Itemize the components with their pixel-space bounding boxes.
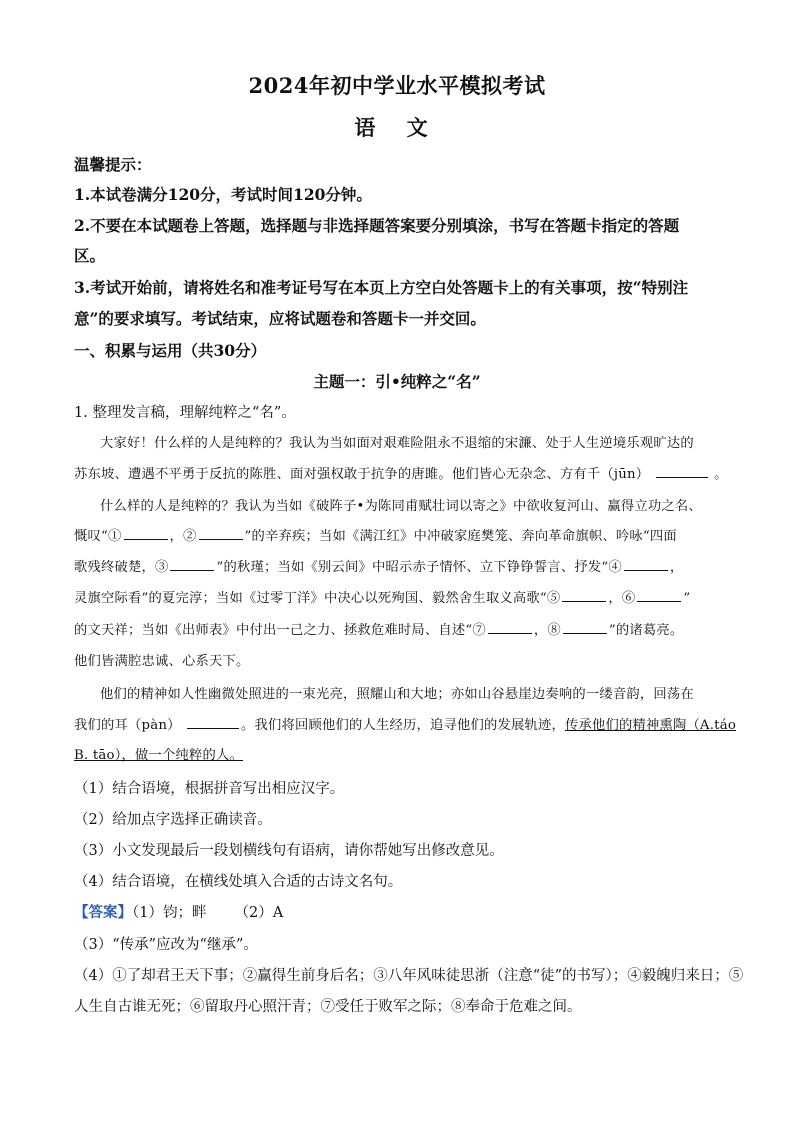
passage-text: 灵旗空际看”的夏完淳；当如《过零丁洋》中决心以死殉国、毅然舍生取义高歌“⑤ [74, 591, 561, 606]
question-stem: 1. 整理发言稿，理解纯粹之“名”。 [74, 405, 296, 421]
sub-question-1: （1）结合语境，根据拼音写出相应汉字。 [74, 781, 345, 797]
answer-blank-2 [199, 527, 243, 540]
exam-title: 2024年初中学业水平模拟考试 [248, 73, 546, 98]
answer-blank [656, 465, 708, 478]
answer-blank-3 [170, 558, 214, 571]
subject-title: 语 文 [354, 115, 440, 140]
underlined-sentence: B. tāo），做一个纯粹的人。 [74, 748, 244, 763]
passage-text: 歌残终破楚，③ [74, 560, 169, 575]
passage-text: 。我们将回顾他们的人生经历，追寻他们的发展轨迹， [241, 718, 565, 733]
passage-p3-line-3 [74, 744, 724, 763]
notice-heading: 温馨提示： [74, 155, 152, 174]
answer-blank-1 [124, 527, 168, 540]
passage-p2-line-4 [74, 587, 724, 606]
theme-heading: 主题一：引•纯粹之“名” [313, 372, 481, 391]
passage-p2-line-6: 他们皆满腔忠诚、心系天下。 [74, 654, 250, 669]
notice-item-3-line-2: 意”的要求填写。考试结束，应将试题卷和答题卡一并交回。 [74, 309, 486, 328]
answer-4-line-2: 人生自古谁无死；⑥留取丹心照汗青；⑦受任于败军之际；⑧奉命于危难之间。 [74, 999, 582, 1015]
passage-p2-line-2 [74, 525, 724, 544]
passage-text: ” [683, 591, 691, 606]
passage-text: ，⑥ [608, 591, 636, 606]
answer-blank-7 [488, 621, 532, 634]
passage-text: 我们的耳（pàn） [74, 718, 181, 733]
answer-4-line-1: （4）①了却君王天下事；②赢得生前身后名；③八年风味徒思浙（注意“徒”的书写）；④毅魄归来日；⑤ [74, 968, 744, 984]
passage-text: 慨叹“① [74, 529, 122, 544]
passage-text: 苏东坡、遭遇不平勇于反抗的陈胜、面对强权敢于抗争的唐雎。他们皆心无杂念、方有千（jūn） [74, 467, 650, 482]
notice-item-2-line-1: 2.不要在本试题卷上答题，选择题与非选择题答案要分别填涂，书写在答题卡指定的答题 [74, 216, 680, 235]
passage-text: 。 [714, 467, 728, 482]
answer-blank-5 [562, 589, 606, 602]
answer-line-1 [74, 901, 724, 922]
answer-tag: 【答案】 [74, 904, 132, 921]
passage-p2-line-3 [74, 556, 724, 575]
answer-blank [187, 716, 239, 729]
passage-text: ， [669, 560, 684, 575]
answer-2: （2）A [234, 905, 284, 921]
passage-text: ”的秋瑾；当如《别云间》中昭示赤子情怀、立下铮铮誓言、抒发“④ [216, 560, 622, 575]
passage-p2-line-5 [74, 619, 724, 638]
passage-p3-line-2 [74, 714, 737, 733]
section-heading: 一、积累与运用（共30分） [74, 341, 267, 360]
passage-p3-line-1: 他们的精神如人性幽微处照进的一束光亮，照耀山和大地；亦如山谷悬崖边奏响的一缕音韵，回荡在 [100, 687, 694, 702]
passage-text: 的文天祥；当如《出师表》中付出一己之力、拯救危难时局、自述“⑦ [74, 623, 486, 638]
answer-blank-4 [624, 558, 668, 571]
passage-text: ，⑧ [533, 623, 561, 638]
passage-text: ”的辛弃疾；当如《满江红》中冲破家庭樊笼、奔向革命旗帜、吟咏“四面 [244, 529, 677, 544]
underlined-sentence: 传承他们的精神熏陶（A.táo [564, 718, 737, 733]
sub-question-4: （4）结合语境，在横线处填入合适的古诗文名句。 [74, 874, 403, 890]
notice-item-1: 1.本试卷满分120分，考试时间120分钟。 [74, 185, 372, 204]
sub-question-2: （2）给加点字选择正确读音。 [74, 812, 272, 828]
passage-p1-line-1: 大家好！什么样的人是纯粹的？我认为当如面对艰难险阻永不退缩的宋濂、处于人生逆境乐观旷达的 [100, 436, 694, 451]
answer-1: （1）钧；畔 [132, 905, 207, 921]
passage-p1-line-2 [74, 463, 728, 482]
notice-item-2-line-2: 区。 [74, 246, 106, 265]
answer-3: （3）“传承”应改为“继承”。 [74, 937, 258, 953]
answer-blank-8 [563, 621, 607, 634]
sub-question-3: （3）小文发现最后一段划横线句有语病，请你帮她写出修改意见。 [74, 843, 504, 859]
answer-blank-6 [637, 589, 681, 602]
notice-item-3-line-1: 3.考试开始前，请将姓名和准考证号写在本页上方空白处答题卡上的有关事项，按“特别注 [74, 278, 689, 297]
passage-p2-line-1: 什么样的人是纯粹的？我认为当如《破阵子•为陈同甫赋壮词以寄之》中欲收复河山、赢得立功之名、 [100, 499, 702, 514]
passage-text: ”的诸葛亮。 [608, 623, 684, 638]
passage-text: ，② [169, 529, 197, 544]
